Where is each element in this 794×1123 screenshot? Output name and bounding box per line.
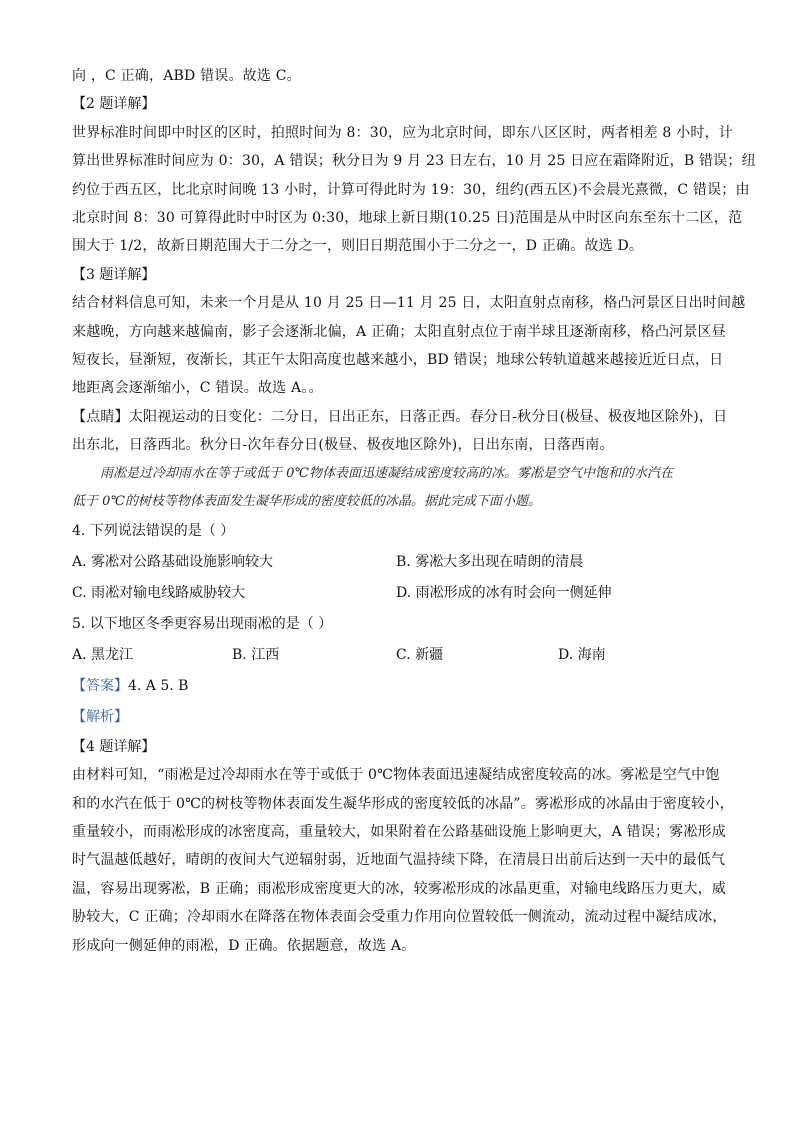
q2-heading: 【2 题详解】 (72, 96, 156, 113)
body-line: 重量较小，而雨凇形成的冰密度高，重量较大，如果附着在公路基础设施上影响更大，A 错误；雾凇形成 (72, 823, 726, 840)
body-line: 围大于 1/2，故新日期范围大于二分之一，则旧日期范围小于二分之一，D 正确。故选 D。 (72, 238, 644, 255)
body-line: 结合材料信息可知，未来一个月是从 10 月 25 日—11 月 25 日，太阳直射点南移，格凸河景区日出时间越 (72, 295, 746, 312)
answer-row (72, 671, 732, 702)
analysis-label: 【解析】 (72, 708, 128, 725)
q4-options-row (72, 547, 732, 578)
material-line: 雨凇是过冷却雨水在等于或低于 0℃物体表面迅速凝结成密度较高的冰。雾凇是空气中饱和的水汽在 (100, 465, 673, 481)
q3-heading: 【3 题详解】 (72, 266, 156, 283)
q4-options-row (72, 578, 732, 609)
tip-text: 太阳视运动的日变化：二分日，日出正东，日落正西。春分日-秋分日(极昼、极夜地区除外)，日 (128, 408, 728, 425)
body-line: 温，容易出现雾凇，B 正确；雨凇形成密度更大的冰，较雾凇形成的冰晶更重，对输电线路压力更大，威 (72, 880, 727, 897)
body-line: 算出世界标准时间应为 0：30，A 错误；秋分日为 9 月 23 日左右，10 月 25 日应在霜降附近，B 错误；纽 (72, 153, 756, 170)
tip-label: 【点睛】 (72, 408, 129, 425)
body-line: 形成向一侧延伸的雨凇，D 正确。依据题意，故选 A。 (72, 937, 416, 954)
q5-option-c: C. 新疆 (396, 646, 444, 663)
body-line: 胁较大，C 正确；冷却雨水在降落在物体表面会受重力作用向位置较低一侧流动，流动过程中凝结成冰， (72, 909, 727, 926)
answer-text: 4. A 5. B (128, 677, 189, 694)
body-line: 和的水汽在低于 0℃的树枝等物体表面发生凝华形成的密度较低的冰晶”。雾凇形成的冰晶由于密度较小， (72, 795, 734, 812)
q4-heading: 【4 题详解】 (72, 738, 156, 755)
q5-option-a: A. 黑龙江 (72, 646, 134, 663)
tip-line (72, 403, 732, 431)
body-line: 约位于西五区，比北京时间晚 13 小时，计算可得此时为 19：30，纽约(西五区)不会晨光熹微，C 错误；由 (72, 181, 750, 198)
body-line: 由材料可知，“雨凇是过冷却雨水在等于或低于 0℃物体表面迅速凝结成密度较高的冰。雾凇是空气中饱 (72, 767, 720, 784)
document-page (72, 62, 756, 960)
q4-option-a: A. 雾凇对公路基础设施影响较大 (72, 553, 274, 570)
tip-line: 出东北，日落西北。秋分日-次年春分日(极昼、极夜地区除外)，日出东南，日落西南。 (72, 437, 614, 454)
q4-option-c: C. 雨凇对输电线路威胁较大 (72, 584, 246, 601)
q5-option-d: D. 海南 (558, 646, 606, 663)
body-line: 世界标准时间即中时区的区时，拍照时间为 8：30，应为北京时间，即东八区区时，两者相差 8 小时，计 (72, 124, 733, 141)
q4-option-b: B. 雾凇大多出现在晴朗的清晨 (396, 553, 584, 570)
q5-option-b: B. 江西 (232, 646, 280, 663)
q5-options-row (72, 640, 732, 671)
q4-stem: 4. 下列说法错误的是（ ） (72, 522, 235, 539)
material-line: 低于 0℃的树枝等物体表面发生凝华形成的密度较低的冰晶。据此完成下面小题。 (72, 493, 541, 509)
body-line: 地距离会逐渐缩小，C 错误。故选 A。。 (72, 380, 323, 397)
q5-stem: 5. 以下地区冬季更容易出现雨凇的是（ ） (72, 615, 333, 632)
analysis-row (72, 702, 732, 733)
answer-label: 【答案】 (72, 677, 128, 694)
body-line: 时气温越低越好，晴朗的夜间大气逆辐射弱，近地面气温持续下降，在清晨日出前后达到一天中的最低气 (72, 852, 726, 869)
body-line: 短夜长，昼渐短，夜渐长，其正午太阳高度也越来越小，BD 错误；地球公转轨道越来越接近近日点，日 (72, 352, 724, 369)
body-line: 来越晚，方向越来越偏南，影子会逐渐北偏，A 正确；太阳直射点位于南半球且逐渐南移，格凸河景区昼 (72, 323, 726, 340)
body-line: 向 ，C 正确，ABD 错误。故选 C。 (72, 68, 301, 84)
body-line: 北京时间 8：30 可算得此时中时区为 0:30，地球上新日期(10.25 日)范围是从中时区向东至东十二区，范 (72, 210, 743, 227)
q4-option-d: D. 雨凇形成的冰有时会向一侧延伸 (396, 584, 612, 601)
